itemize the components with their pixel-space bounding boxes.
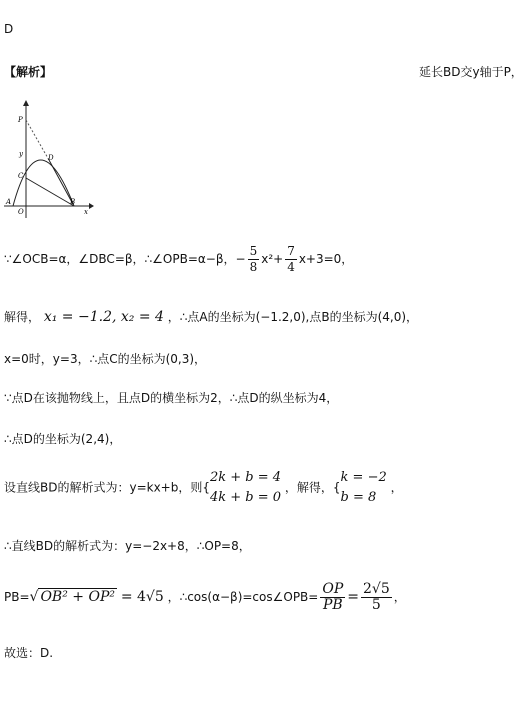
line8-suffix: ， xyxy=(393,590,406,604)
frac-denominator: 5 xyxy=(371,597,381,613)
equation-1: 2k + b = 4 xyxy=(210,470,282,485)
line8-mid: ，∴cos(α−β)=cos∠OPB= xyxy=(167,590,319,604)
line-point-d: ∴点D的坐标为(2,4)， xyxy=(4,432,122,446)
line6-mid: ，解得，{ xyxy=(284,480,341,495)
label-b: B xyxy=(70,198,76,206)
parabola-curve xyxy=(13,160,74,206)
equals-sign: = xyxy=(347,589,359,605)
header-note: 延长BD交y轴于P， xyxy=(419,65,523,79)
line6-suffix: ， xyxy=(390,480,403,495)
solution-b: b = 8 xyxy=(340,490,377,505)
line1-minus: − xyxy=(235,252,246,266)
pb-value: = 4√5 xyxy=(120,589,164,605)
line2-prefix: 解得， xyxy=(4,310,41,324)
line-bd-expression: ∴直线BD的解析式为：y=−2x+8，∴OP=8， xyxy=(4,539,251,553)
label-a: A xyxy=(6,198,12,206)
label-d: D xyxy=(48,154,54,162)
label-x: x xyxy=(84,208,88,216)
line-angles-equation xyxy=(4,244,353,275)
line8-prefix: PB= xyxy=(4,590,30,604)
conclusion-text: 故选：D. xyxy=(4,646,54,660)
line-point-c: x=0时，y=3，∴点C的坐标为(0,3)， xyxy=(4,352,207,366)
label-c: C xyxy=(18,172,24,180)
solution-k: k = −2 xyxy=(340,470,387,485)
roots-expression: x₁ = −1.2, x₂ = 4 xyxy=(43,309,164,325)
label-y: y xyxy=(19,150,23,158)
segment-pd-dashed xyxy=(26,120,49,160)
line1-prefix: ∵∠OCB=α，∠DBC=β，∴∠OPB=α−β， xyxy=(4,252,236,266)
fraction-7-4 xyxy=(285,244,297,275)
line-cosine xyxy=(4,582,406,613)
x-axis-arrow xyxy=(89,203,94,209)
frac-denominator: PB xyxy=(322,597,343,613)
line-roots xyxy=(4,308,418,325)
line6-prefix: 设直线BD的解析式为：y=kx+b，则{ xyxy=(4,480,210,495)
line1-suffix: x+3=0， xyxy=(298,252,354,266)
fraction-op-pb xyxy=(320,582,345,613)
line1-mid: x²+ xyxy=(261,252,284,266)
section-label: 【解析】 xyxy=(4,65,53,79)
fraction-5-8 xyxy=(248,244,260,275)
frac-numerator: 2√5 xyxy=(363,581,390,597)
frac-denominator: 4 xyxy=(287,260,295,274)
frac-numerator: 5 xyxy=(249,244,258,258)
label-o: O xyxy=(18,208,24,216)
label-p: P xyxy=(18,116,23,124)
equation-system xyxy=(210,468,281,508)
parabola-figure xyxy=(4,100,94,220)
frac-denominator: 8 xyxy=(249,260,258,274)
line2-suffix: ，∴点A的坐标为(−1.2,0),点B的坐标为(4,0)， xyxy=(167,310,419,324)
solution-system xyxy=(341,468,387,508)
answer-text: D xyxy=(4,22,14,36)
line-point-d-y: ∵点D在该抛物线上，且点D的横坐标为2，∴点D的纵坐标为4， xyxy=(4,391,339,405)
line-bd-system xyxy=(4,468,403,508)
fraction-2root5-5 xyxy=(361,582,392,613)
sqrt-expression: √ OB² + OP² xyxy=(29,589,115,605)
frac-numerator: OP xyxy=(322,581,344,597)
sqrt-body: OB² + OP² xyxy=(40,589,115,605)
equation-2: 4k + b = 0 xyxy=(210,490,282,505)
y-axis-arrow xyxy=(23,100,29,106)
frac-numerator: 7 xyxy=(287,244,295,258)
